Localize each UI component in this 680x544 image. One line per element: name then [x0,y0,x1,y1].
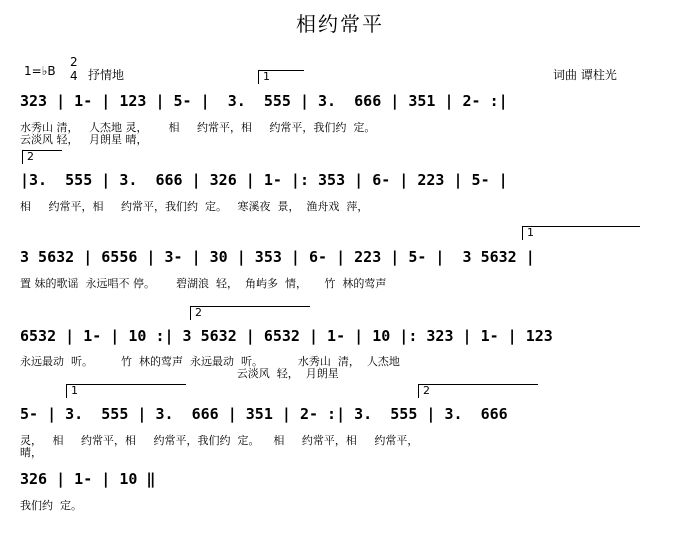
time-signature-bottom: 4 [70,69,78,83]
song-title: 相约常平 [296,12,384,36]
notation-line: 5- | 3. 555 | 3. 666 | 351 | 2- :| 3. 555 | 3. 666 [20,405,508,423]
notation-line: |3. 555 | 3. 666 | 326 | 1- |: 353 | 6- | 223 | 5- | [20,171,508,189]
lyric-line-1: 灵， 相 约常平，相 约常平，我们约 定。 相 约常平，相 约常平， [20,434,419,447]
lyric-line-1: 我们约 定。 [20,499,82,512]
time-signature-top: 2 [70,55,78,69]
volta-bracket: 1 [66,384,186,398]
volta-bracket: 1 [522,226,640,240]
lyric-line-2: 云淡风 轻， 月朗星 [20,367,339,380]
lyric-line-1: 置 妹的歌谣 永远唱不 停。 碧湖浪 轻， 角屿多 情， 竹 林的莺声 [20,277,387,290]
credit-line: 词曲 谭柱光 [553,68,617,82]
lyric-line-1: 水秀山 清， 人杰地 灵， 相 约常平，相 约常平，我们约 定。 [20,121,376,134]
lyric-line-2: 晴， [20,446,42,459]
lyric-line-1: 相 约常平，相 约常平，我们约 定。 寒溪夜 景， 渔舟戏 萍， [20,200,369,213]
notation-line: 6532 | 1- | 10 :| 3 5632 | 6532 | 1- | 10 |: 323 | 1- | 123 [20,327,553,345]
tempo-marking: 抒情地 [88,68,125,82]
key-signature: 1=♭B [24,64,56,78]
volta-bracket: 2 [190,306,310,320]
volta-bracket: 1 [258,70,304,84]
notation-line: 326 | 1- | 10 ‖ [20,470,156,488]
volta-bracket: 2 [22,150,62,164]
notation-line: 323 | 1- | 123 | 5- | 3. 555 | 3. 666 | 351 | 2- :| [20,92,508,110]
lyric-line-1: 永远最动 听。 竹 林的莺声 永远最动 听。 水秀山 清， 人杰地 [20,355,400,368]
lyric-line-2: 云淡风 轻， 月朗星 晴， [20,133,148,146]
notation-line: 3 5632 | 6556 | 3- | 30 | 353 | 6- | 223 | 5- | 3 5632 | [20,248,535,266]
volta-bracket: 2 [418,384,538,398]
